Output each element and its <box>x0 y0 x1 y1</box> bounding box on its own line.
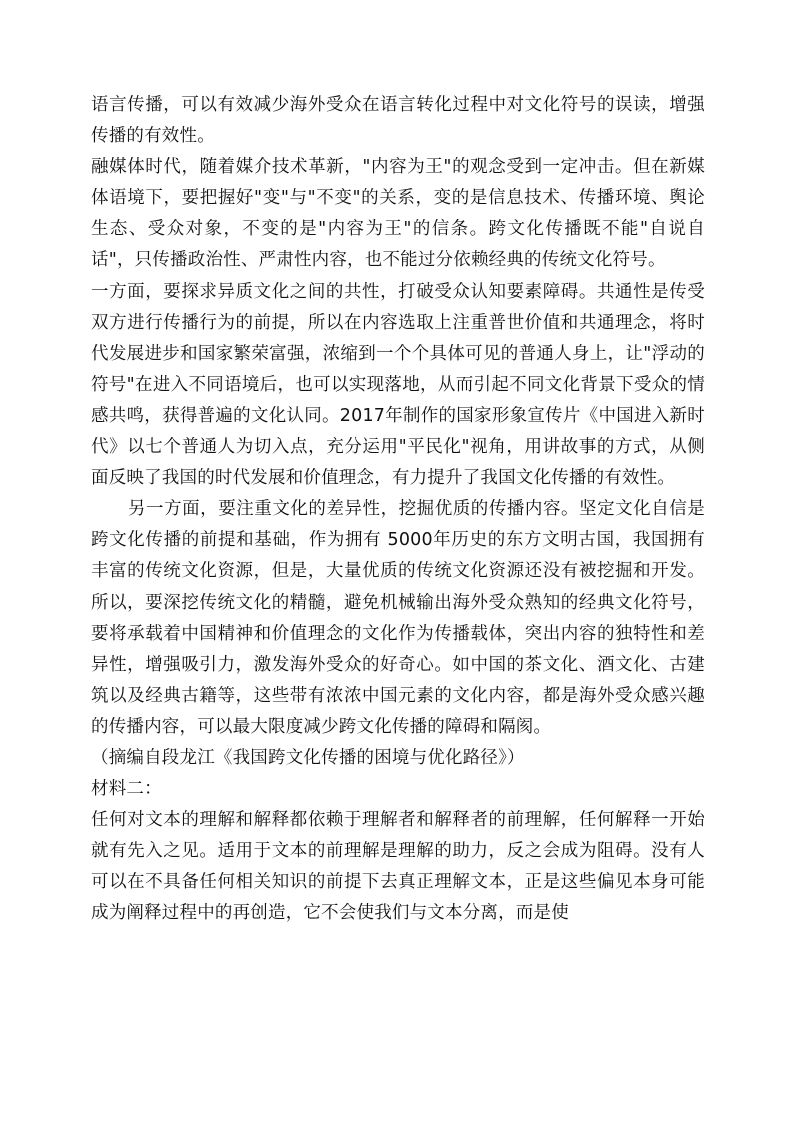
source-citation: （摘编自段龙江《我国跨文化传播的困境与优化路径》） <box>91 747 525 768</box>
document-page <box>91 90 705 930</box>
paragraph-commonality: 一方面，要探求异质文化之间的共性，打破受众认知要素障碍。共通性是传受双方进行传播行为的前提，所以在内容选取上注重普世价值和共通理念，将时代发展进步和国家繁荣富强，浓缩到一个个具体可见的普通人身上，让"浮动的符号"在进入不同语境后，也可以实现落地，从而引起不同文化背景下受众的情感共鸣，获得普遍的文化认同。2017年制作的国家形象宣传片《中国进入新时代》以七个普通人为切入点，充分运用"平民化"视角，用讲故事的方式，从侧面反映了我国的时代发展和价值理念，有力提升了我国文化传播的有效性。 <box>91 281 705 489</box>
paragraph-pre-understanding: 任何对文本的理解和解释都依赖于理解者和解释者的前理解，任何解释一开始就有先入之见。适用于文本的前理解是理解的助力，反之会成为阻碍。没有人可以在不具备任何相关知识的前提下去真正理解文本，正是这些偏见本身可能成为阐释过程中的再创造，它不会使我们与文本分离，而是使 <box>91 810 705 924</box>
paragraph-language-spread: 语言传播，可以有效减少海外受众在语言转化过程中对文化符号的误读，增强传播的有效性。 <box>91 95 705 147</box>
paragraph-media-era: 融媒体时代，随着媒介技术革新，"内容为王"的观念受到一定冲击。但在新媒体语境下，要把握好"变"与"不变"的关系，变的是信息技术、传播环境、舆论生态、受众对象，不变的是"内容为王"的信条。跨文化传播既不能"自说自话"，只传播政治性、严肃性内容，也不能过分依赖经典的传统文化符号。 <box>91 157 705 271</box>
section-heading-material-two: 材料二： <box>91 779 162 800</box>
paragraph-difference: 另一方面，要注重文化的差异性，挖掘优质的传播内容。坚定文化自信是跨文化传播的前提和基础，作为拥有 5000年历史的东方文明古国，我国拥有丰富的传统文化资源，但是，大量优质的传统文化资源还没有被挖掘和开发。所以，要深挖传统文化的精髓，避免机械输出海外受众熟知的经典文化符号，要将承载着中国精神和价值理念的文化作为传播载体，突出内容的独特性和差异性，增强吸引力，激发海外受众的好奇心。如中国的茶文化、酒文化、古建筑以及经典古籍等，这些带有浓浓中国元素的文化内容，都是海外受众感兴趣的传播内容，可以最大限度减少跨文化传播的障碍和隔阂。 <box>91 499 705 737</box>
